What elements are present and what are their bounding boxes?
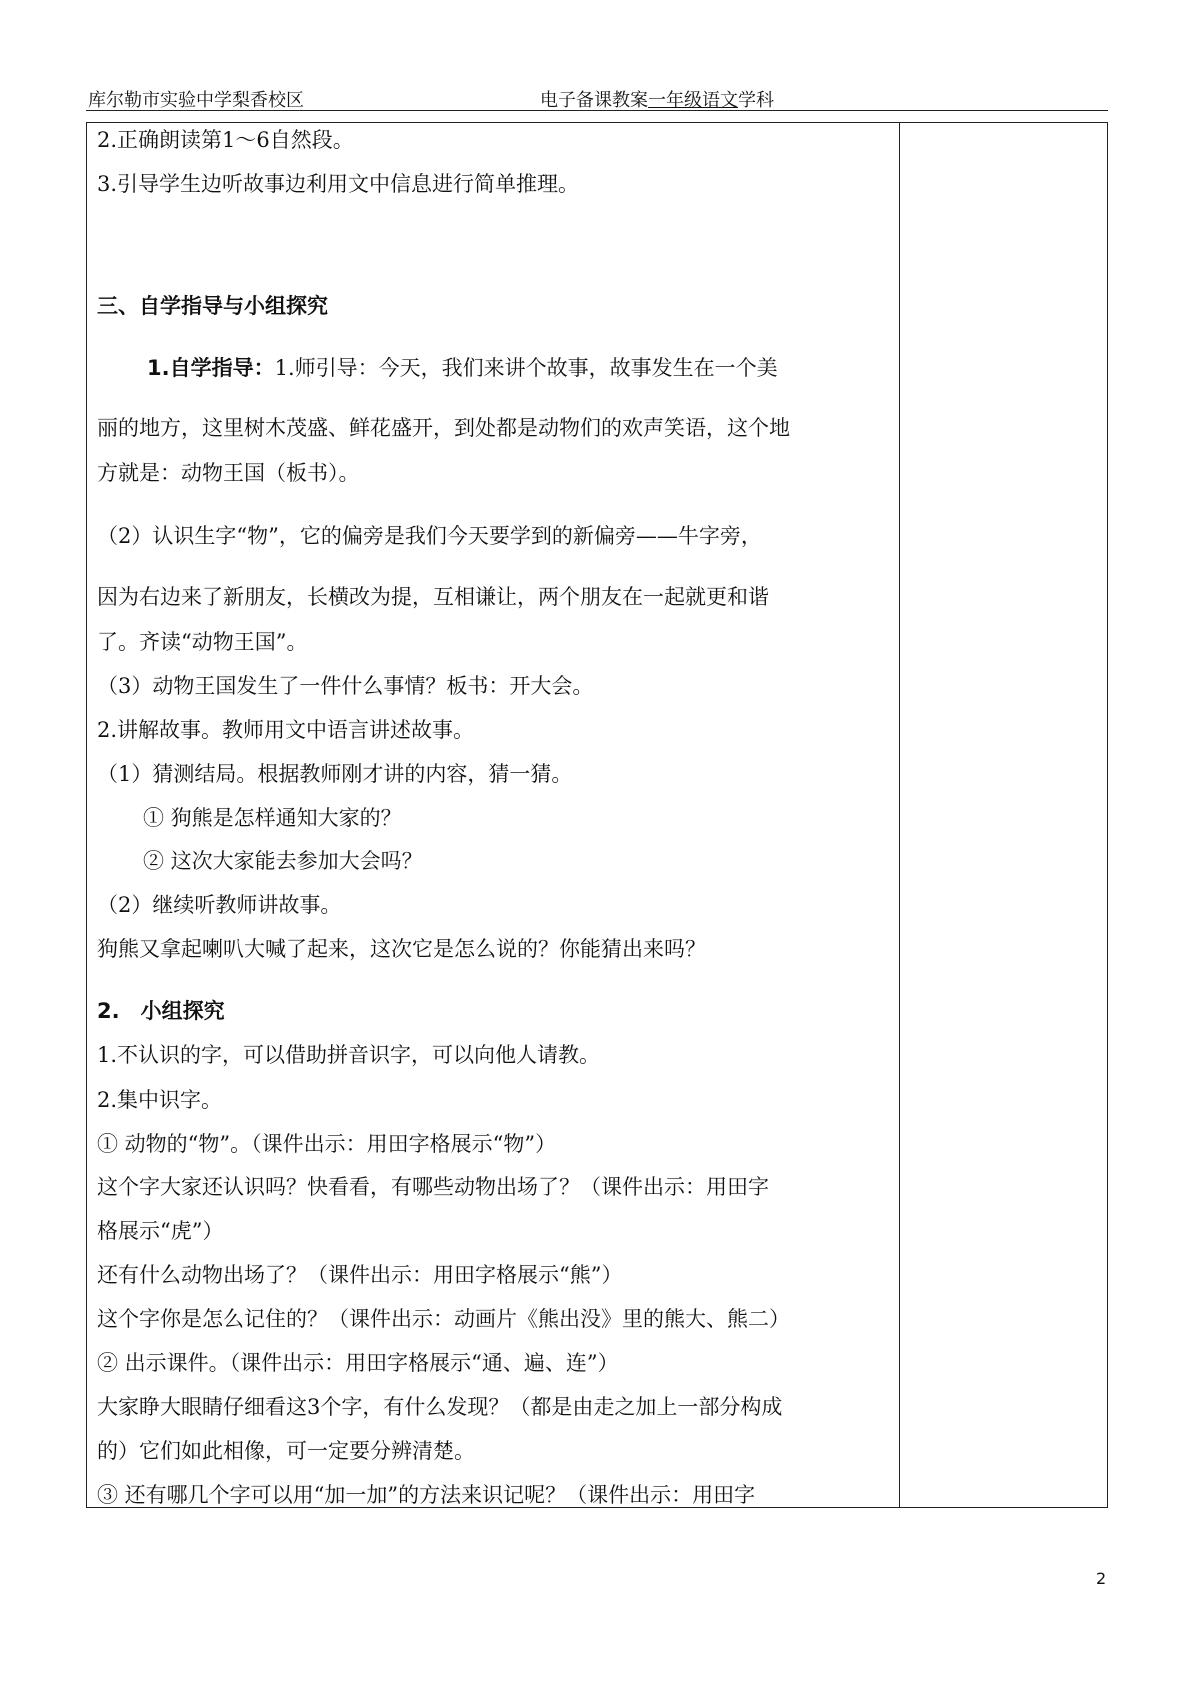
text-line: ② 这次大家能去参加大会吗？ [143, 849, 423, 873]
text-line: （3）动物王国发生了一件什么事情？板书：开大会。 [97, 674, 594, 698]
self-study-label: 1.自学指导： [147, 356, 275, 380]
text-line: 3.引导学生边听故事边利用文中信息进行简单推理。 [97, 172, 580, 196]
section-heading: 三、自学指导与小组探究 [97, 294, 328, 318]
text-line: 方就是：动物王国（板书）。 [97, 461, 360, 485]
doc-suffix: 学科 [738, 90, 774, 111]
text-line: （2）继续听教师讲故事。 [97, 893, 342, 917]
text-line: 因为右边来了新朋友，长横改为提，互相谦让，两个朋友在一起就更和谐 [97, 585, 769, 609]
school-name: 库尔勒市实验中学梨香校区 [88, 90, 304, 111]
document-title [540, 86, 774, 112]
text-line: 的）它们如此相像，可一定要分辨清楚。 [97, 1439, 475, 1463]
header-rule [86, 110, 1108, 111]
text-line: 这个字你是怎么记住的？（课件出示：动画片《熊出没》里的熊大、熊二） [97, 1307, 790, 1331]
text-line: （1）猜测结局。根据教师刚才讲的内容，猜一猜。 [97, 762, 573, 786]
text-line: （2）认识生字“物”，它的偏旁是我们今天要学到的新偏旁——牛字旁， [97, 524, 762, 548]
doc-prefix: 电子备课教案 [540, 90, 648, 111]
text-line: ③ 还有哪几个字可以用“加一加”的方法来识记呢？（课件出示：用田字 [97, 1483, 756, 1507]
text-line: ② 出示课件。（课件出示：用田字格展示“通、遍、连”） [97, 1351, 619, 1375]
page-number: 2 [1096, 1569, 1107, 1588]
text-line: 丽的地方，这里树木茂盛、鲜花盛开，到处都是动物们的欢声笑语，这个地 [97, 416, 790, 440]
text-line: 2.正确朗读第1～6自然段。 [97, 128, 354, 152]
text-line: 大家睁大眼睛仔细看这3个字，有什么发现？（都是由走之加上一部分构成 [97, 1395, 783, 1419]
text-line: 还有什么动物出场了？（课件出示：用田字格展示“熊”） [97, 1263, 623, 1287]
self-study-text: ：今天，我们来讲个故事，故事发生在一个美 [357, 356, 778, 380]
doc-grade: 一年级语文 [648, 90, 738, 111]
text-line: 2.集中识字。 [97, 1088, 223, 1112]
text-line: ① 动物的“物”。（课件出示：用田字格展示“物”） [97, 1132, 557, 1156]
teacher-guide-label: 师引导 [294, 356, 358, 380]
self-study-prefix: 1. [274, 356, 295, 380]
table-column-divider [899, 122, 900, 1508]
text-line: 这个字大家还认识吗？快看看，有哪些动物出场了？（课件出示：用田字 [97, 1175, 769, 1199]
subsection-heading: 2. 小组探究 [97, 999, 225, 1023]
text-line: 2.讲解故事。教师用文中语言讲述故事。 [97, 718, 475, 742]
text-line: ① 狗熊是怎样通知大家的？ [143, 806, 402, 830]
text-line: 1.不认识的字，可以借助拼音识字，可以向他人请教。 [97, 1043, 601, 1067]
text-line: 狗熊又拿起喇叭大喊了起来，这次它是怎么说的？你能猜出来吗？ [97, 937, 706, 961]
text-line: 了。齐读“动物王国”。 [97, 630, 308, 654]
self-study-line [147, 354, 778, 382]
text-line: 格展示“虎”） [97, 1219, 224, 1243]
